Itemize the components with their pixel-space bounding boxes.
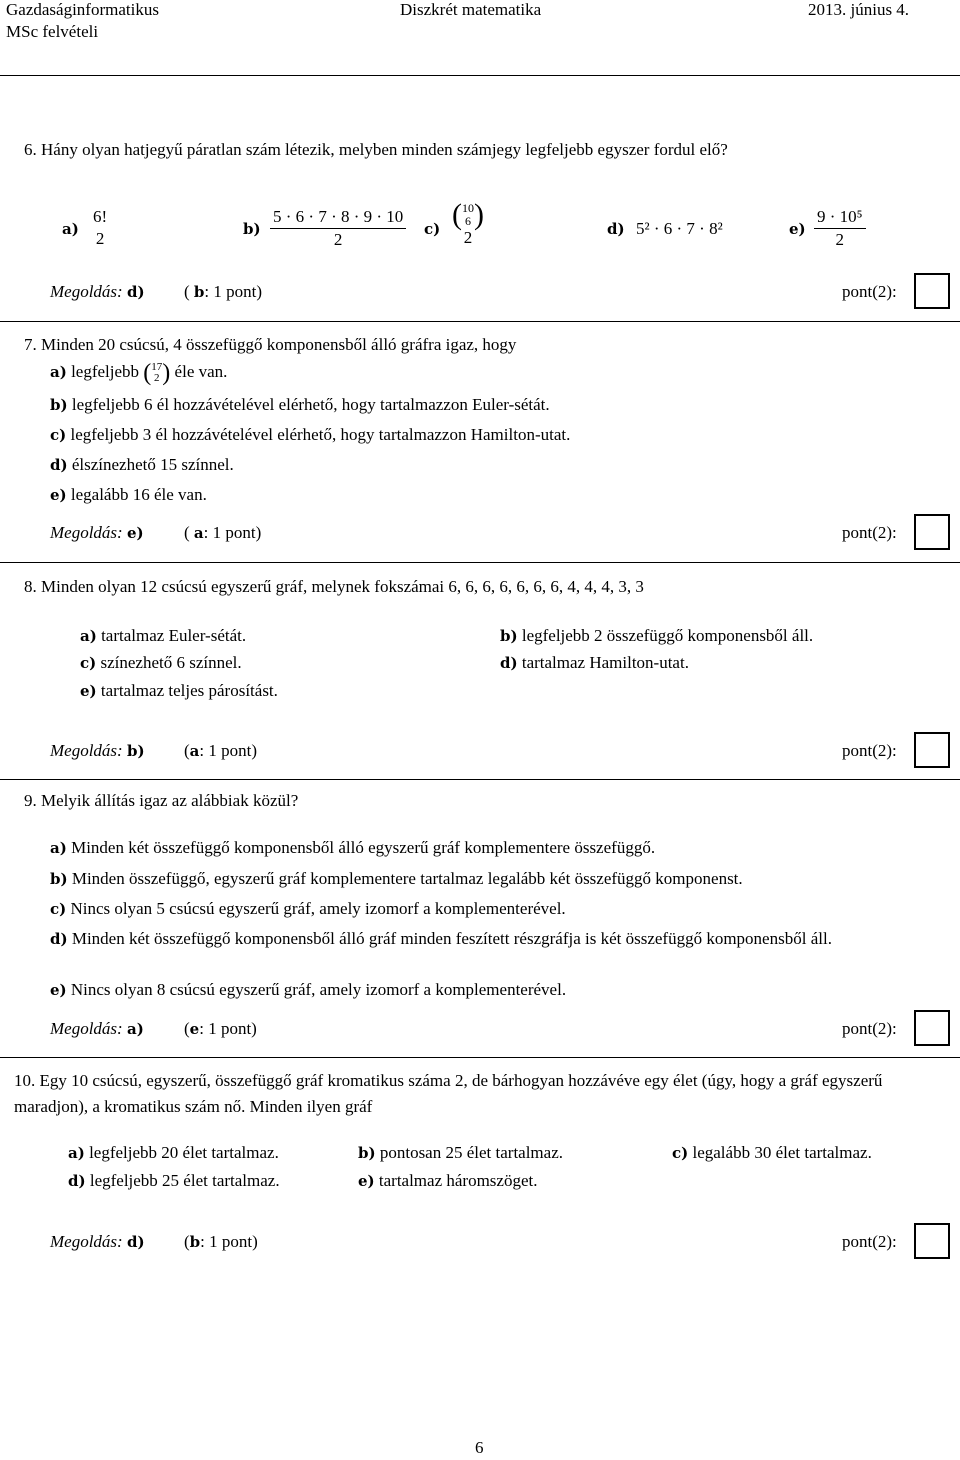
q10-e-label: e) [358,1172,375,1190]
q7-note [184,523,261,543]
q6-a-num: 6! [93,207,108,226]
q10-option-d [68,1171,280,1191]
q8-note-pre: ( [184,741,190,760]
q7-b-label: b) [50,396,68,414]
q9-b-label: b) [50,870,68,888]
q9-e-text: Nincs olyan 8 csúcsú egyszerű gráf, amely izomorf a komplementerével. [70,980,567,999]
q10-solution [50,1232,145,1252]
solution-label: Megoldás: [50,523,123,542]
q8-option-c [80,653,242,673]
q8-option-e [80,681,278,701]
q6-points-box[interactable] [914,273,950,309]
q10-note-letter: b [189,1233,201,1251]
q10-d-text: legfeljebb 25 élet tartalmaz. [89,1171,280,1190]
q8-b-label: b) [500,627,518,645]
q6-option-b-label: b) [243,220,261,238]
q7-a-label: a) [50,362,67,381]
q6-option-d-expr: 5² · 6 · 7 · 8² [636,219,723,238]
q10-c-label: c) [672,1144,689,1162]
q9-points-label: pont(2): [842,1019,897,1038]
q7-note-post: : 1 pont) [203,523,262,542]
q7-e-text: legalább 16 éle van. [70,485,207,504]
q6-b-den: 2 [333,230,343,249]
q8-option-b [500,626,813,646]
q9-note-letter: e [189,1020,200,1038]
q9-option-b [50,869,743,889]
q6-points-label: pont(2): [842,282,897,301]
q9-solution [50,1019,144,1039]
solution-label: Megoldás: [50,1019,123,1038]
q6-c-bot: 6 [465,214,471,228]
q8-points-box[interactable] [914,732,950,768]
solution-label: Megoldás: [50,1232,123,1251]
q6-c-top: 10 [462,201,474,215]
q10-b-text: pontosan 25 élet tartalmaz. [379,1143,564,1162]
q6-note-post: : 1 pont) [204,282,263,301]
q6-note-pre: ( [184,282,194,301]
q8-a-label: a) [80,627,97,645]
q7-a-pre: legfeljebb [71,361,140,381]
q7-d-text: élszínezhető 15 színnel. [71,455,234,474]
q7-note-letter: a [193,524,204,542]
q9-note-pre: ( [184,1019,190,1038]
q6-option-a-expr [90,206,110,250]
q8-solution [50,741,145,761]
q6-rule [0,321,960,322]
q6-option-d-label: d) [607,220,625,238]
q9-points-box[interactable] [914,1010,950,1046]
q9-d-text: Minden két összefüggő komponensből álló gráf minden feszített részgráfja is két összefüggő komponensből áll. [71,929,832,948]
q8-d-text: tartalmaz Hamilton-utat. [521,653,689,672]
q9-option-a [50,838,655,858]
q8-text: 8. Minden olyan 12 csúcsú egyszerű gráf, melynek fokszámai 6, 6, 6, 6, 6, 6, 6, 4, 4, 4, 3, 3 [24,577,644,596]
q9-e-label: e) [50,981,67,999]
q10-option-b [358,1143,563,1163]
q6-text: 6. Hány olyan hatjegyű páratlan szám létezik, melyben minden számjegy legfeljebb egyszer fordul elő? [24,140,728,159]
q7-d-label: d) [50,456,68,474]
q8-e-label: e) [80,682,97,700]
q7-points-box[interactable] [914,514,950,550]
q8-a-text: tartalmaz Euler-sétát. [101,626,247,645]
q8-note-letter: a [189,742,200,760]
q6-option-b-expr [270,206,406,251]
q10-option-a [68,1143,279,1163]
q8-option-d [500,653,689,673]
q10-note-post: : 1 pont) [200,1232,258,1251]
q7-option-b [50,395,550,415]
q8-c-text: színezhető 6 színnel. [100,653,242,672]
q8-e-text: tartalmaz teljes párosítást. [100,681,278,700]
solution-label: Megoldás: [50,282,123,301]
q7-a-top: 17 [151,361,163,373]
q9-option-e [50,980,566,1000]
q7-note-pre: ( [184,523,194,542]
q7-option-a: a) legfeljebb (17 2 ) éle van. [50,360,228,386]
q7-c-label: c) [50,426,67,444]
q8-c-label: c) [80,654,97,672]
q8-answer: b) [126,742,145,760]
q9-c-text: Nincs olyan 5 csúcsú egyszerű gráf, amely izomorf a komplementerével. [70,899,566,918]
q6-c-den: 2 [463,228,473,247]
q9-c-label: c) [50,900,67,918]
q10-option-c [672,1143,872,1163]
q6-solution [50,282,145,302]
page-number: 6 [475,1438,484,1457]
header-left-line2: MSc felvételi [6,22,99,41]
header-left-line1: Gazdaságinformatikus [6,0,159,19]
q10-points-label: pont(2): [842,1232,897,1251]
solution-label: Megoldás: [50,741,123,760]
q6-e-num: 9 · 10⁵ [814,206,866,229]
q6-option-e-expr [814,206,866,251]
q8-d-label: d) [500,654,518,672]
q10-d-label: d) [68,1172,86,1190]
q9-note-post: : 1 pont) [199,1019,257,1038]
q7-option-e [50,485,207,505]
q6-a-den: 2 [95,229,105,248]
q6-answer: d) [126,283,145,301]
header-center: Diszkrét matematika [400,0,542,19]
q10-option-e [358,1171,538,1191]
q8-option-a [80,626,246,646]
q6-option-e-label: e) [789,220,806,238]
q7-rule [0,562,960,563]
q9-a-text: Minden két összefüggő komponensből álló egyszerű gráf komplementere összefüggő. [71,838,656,857]
q7-a-bot: 2 [154,372,160,384]
q7-a-post: éle van. [174,361,228,381]
q7-c-text: legfeljebb 3 él hozzávételével elérhető, hogy tartalmazzon Hamilton-utat. [70,425,571,444]
q6-note-letter: b [193,283,205,301]
q9-a-label: a) [50,839,67,857]
q9-option-c [50,899,566,919]
header-right: 2013. június 4. [808,0,910,19]
q7-solution [50,523,144,543]
header-rule [0,75,960,76]
q7-b-text: legfeljebb 6 él hozzávételével elérhető, hogy tartalmazzon Euler-sétát. [71,395,550,414]
q9-d-label: d) [50,930,68,948]
q7-text: 7. Minden 20 csúcsú, 4 összefüggő komponensből álló gráfra igaz, hogy [24,335,517,354]
q10-a-text: legfeljebb 20 élet tartalmaz. [89,1143,279,1162]
q10-note [184,1232,258,1252]
q7-answer: e) [126,524,144,542]
q8-points-label: pont(2): [842,741,897,760]
q10-answer: d) [126,1233,145,1251]
q8-b-text: legfeljebb 2 összefüggő komponensből áll. [521,626,814,645]
q6-option-a-label: a) [62,220,79,238]
q9-rule [0,1057,960,1058]
q10-b-label: b) [358,1144,376,1162]
q6-option-c-expr: (10 6 ) 2 [452,198,484,247]
q9-b-text: Minden összefüggő, egyszerű gráf komplementere tartalmaz legalább két összefüggő komponenst. [71,869,743,888]
q6-note [184,282,262,302]
q6-b-num: 5 · 6 · 7 · 8 · 9 · 10 [270,206,406,229]
q6-option-c-label: c) [424,220,441,238]
q6-e-den: 2 [835,230,845,249]
q10-points-box[interactable] [914,1223,950,1259]
q10-note-pre: ( [184,1232,190,1251]
q9-answer: a) [126,1020,144,1038]
q9-note [184,1019,257,1039]
q9-option-d [50,926,956,952]
q10-a-label: a) [68,1144,85,1162]
q7-points-label: pont(2): [842,523,897,542]
q8-note [184,741,257,761]
q7-e-label: e) [50,486,67,504]
q7-option-d [50,455,234,475]
q7-option-c [50,425,570,445]
q10-text: 10. Egy 10 csúcsú, egyszerű, összefüggő gráf kromatikus száma 2, de bárhogyan hozzávéve egy élet (úgy, hogy a gráf egyszerű maradjon), a kromatikus szám nő. Minden ilyen gráf [14,1071,883,1116]
q10-e-text: tartalmaz háromszöget. [378,1171,538,1190]
q8-note-post: : 1 pont) [199,741,258,760]
q8-rule [0,779,960,780]
q9-text: 9. Melyik állítás igaz az alábbiak közül? [24,791,299,810]
q10-c-text: legalább 30 élet tartalmaz. [692,1143,872,1162]
